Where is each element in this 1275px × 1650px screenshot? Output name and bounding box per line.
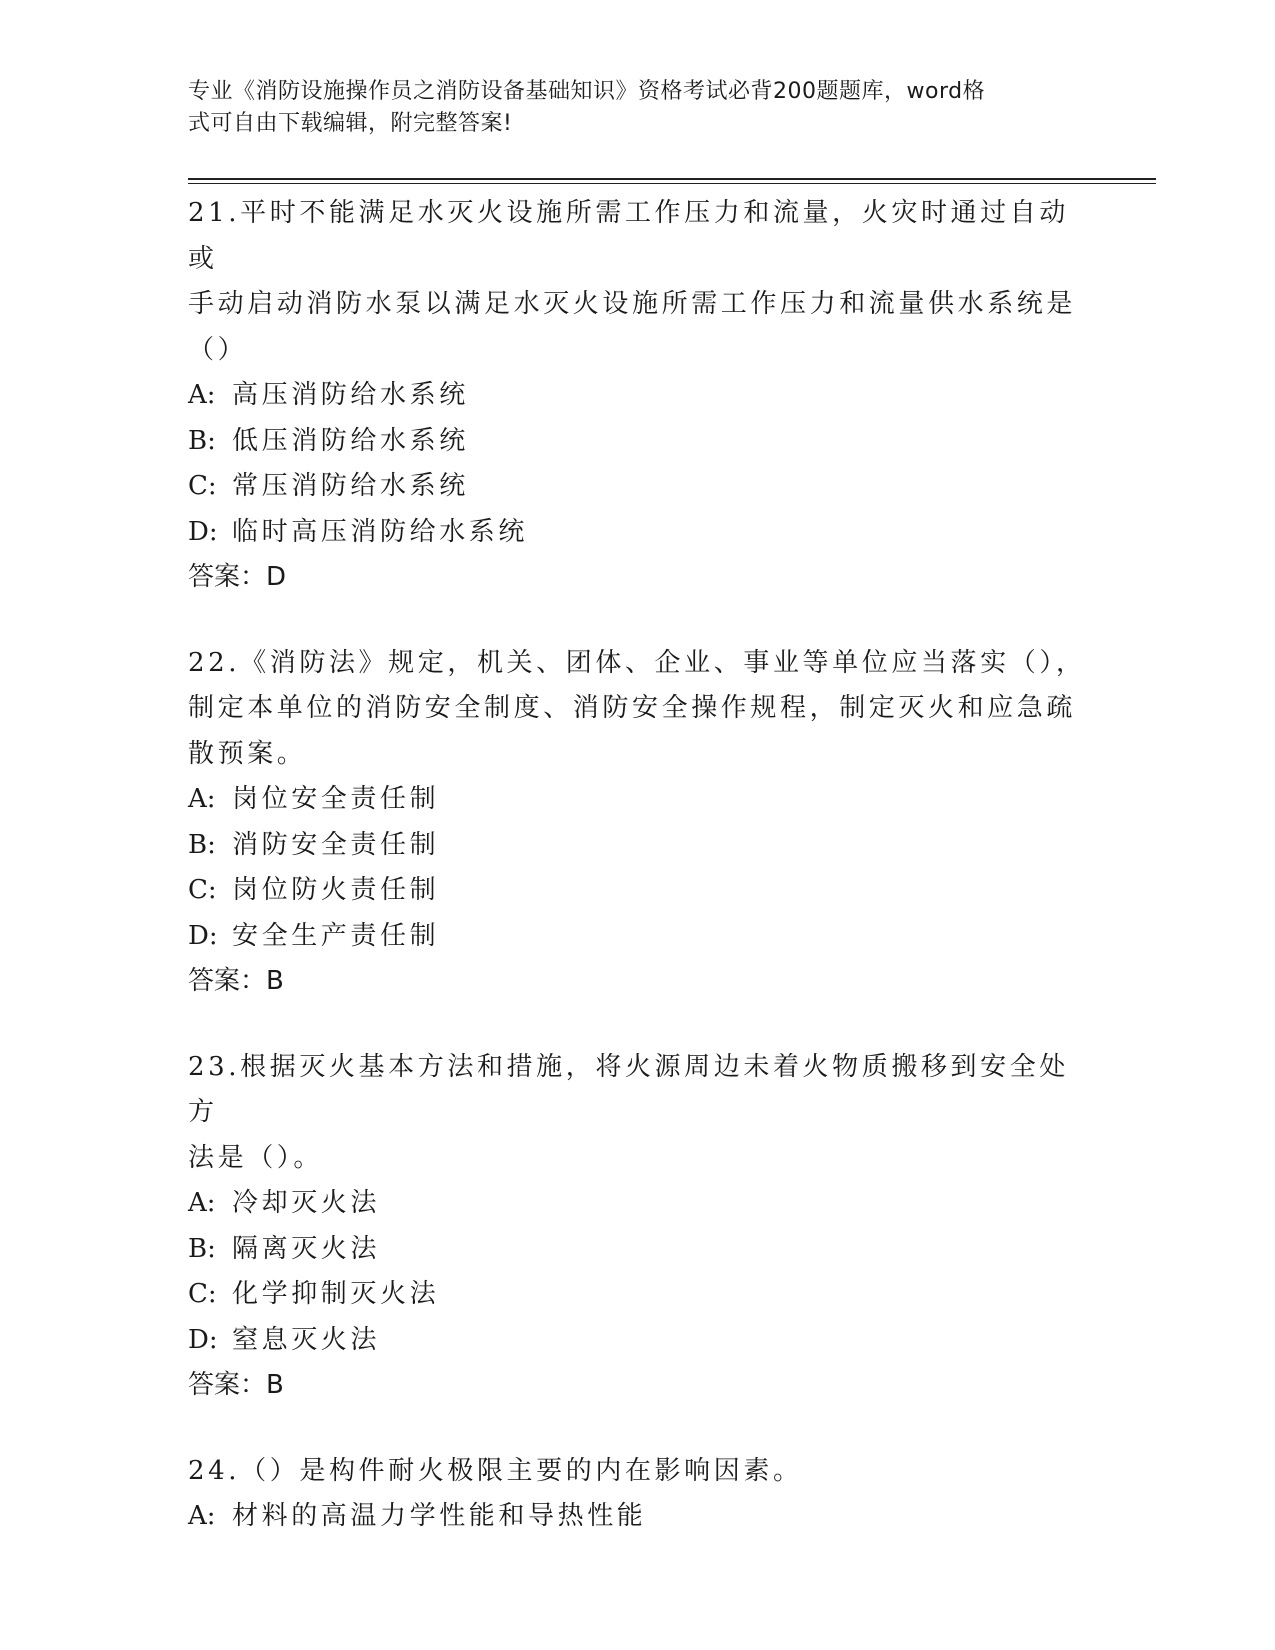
option-key: C: — [188, 471, 217, 501]
document-header — [188, 76, 1068, 140]
question-list — [188, 191, 1088, 1580]
option-key: A: — [188, 1188, 216, 1218]
option-text: 岗位防火责任制 — [232, 875, 440, 905]
option-key: A: — [188, 380, 216, 410]
option-c — [188, 868, 1088, 914]
option-d — [188, 914, 1088, 960]
option-key: D: — [188, 516, 218, 547]
option-key: B: — [188, 829, 216, 860]
option-d — [188, 510, 1088, 556]
question-stem-line: 散预案。 — [188, 738, 307, 769]
question-21 — [188, 191, 1088, 601]
option-text: 安全生产责任制 — [232, 920, 440, 951]
option-text: 窒息灭火法 — [232, 1324, 381, 1355]
question-stem-line: （） — [188, 334, 248, 365]
header-divider-thin — [188, 183, 1156, 184]
question-stem-line: 23.根据灭火基本方法和措施，将火源周边未着火物质搬移到安全处方 — [188, 1051, 1069, 1127]
option-text: 高压消防给水系统 — [232, 380, 469, 410]
option-a — [188, 1494, 1088, 1540]
option-key: B: — [188, 425, 216, 456]
option-key: D: — [188, 920, 218, 951]
option-b — [188, 419, 1088, 465]
question-stem-line: 制定本单位的消防安全制度、消防安全操作规程，制定灭火和应急疏 — [188, 693, 1077, 723]
option-text: 常压消防给水系统 — [232, 471, 469, 501]
option-a — [188, 373, 1088, 419]
option-text: 岗位安全责任制 — [232, 784, 440, 814]
option-key: D: — [188, 1324, 218, 1355]
header-line-2: 式可自由下载编辑，附完整答案! — [188, 111, 513, 136]
question-stem-line: 手动启动消防水泵以满足水灭火设施所需工作压力和流量供水系统是 — [188, 289, 1077, 319]
header-line-1: 专业《消防设施操作员之消防设备基础知识》资格考试必背200题题库，word格 — [188, 79, 986, 104]
answer-line: 答案：B — [188, 966, 284, 996]
option-key: C: — [188, 875, 217, 905]
question-stem-line: 22.《消防法》规定，机关、团体、企业、事业等单位应当落实（）， — [188, 647, 1086, 678]
option-d — [188, 1318, 1088, 1364]
header-divider-thick — [188, 178, 1156, 180]
option-a — [188, 777, 1088, 823]
option-text: 冷却灭火法 — [232, 1188, 381, 1218]
option-text: 材料的高温力学性能和导热性能 — [232, 1501, 647, 1531]
option-a — [188, 1181, 1088, 1227]
option-text: 化学抑制灭火法 — [232, 1279, 440, 1309]
question-stem-line: 21.平时不能满足水灭火设施所需工作压力和流量，火灾时通过自动或 — [188, 198, 1069, 274]
question-24 — [188, 1449, 1088, 1540]
option-key: A: — [188, 1501, 216, 1531]
option-text: 隔离灭火法 — [232, 1233, 381, 1264]
question-23 — [188, 1045, 1088, 1409]
option-b — [188, 823, 1088, 869]
option-text: 低压消防给水系统 — [232, 425, 469, 456]
option-c — [188, 464, 1088, 510]
option-text: 消防安全责任制 — [232, 829, 440, 860]
option-c — [188, 1272, 1088, 1318]
question-stem-line: 法是（）。 — [188, 1142, 324, 1173]
option-text: 临时高压消防给水系统 — [232, 516, 529, 547]
option-key: A: — [188, 784, 216, 814]
option-key: C: — [188, 1279, 217, 1309]
question-stem-line: 24.（）是构件耐火极限主要的内在影响因素。 — [188, 1455, 803, 1486]
answer-line: 答案：B — [188, 1370, 284, 1400]
option-b — [188, 1227, 1088, 1273]
question-22 — [188, 641, 1088, 1005]
option-key: B: — [188, 1233, 216, 1264]
answer-line: 答案：D — [188, 562, 287, 592]
